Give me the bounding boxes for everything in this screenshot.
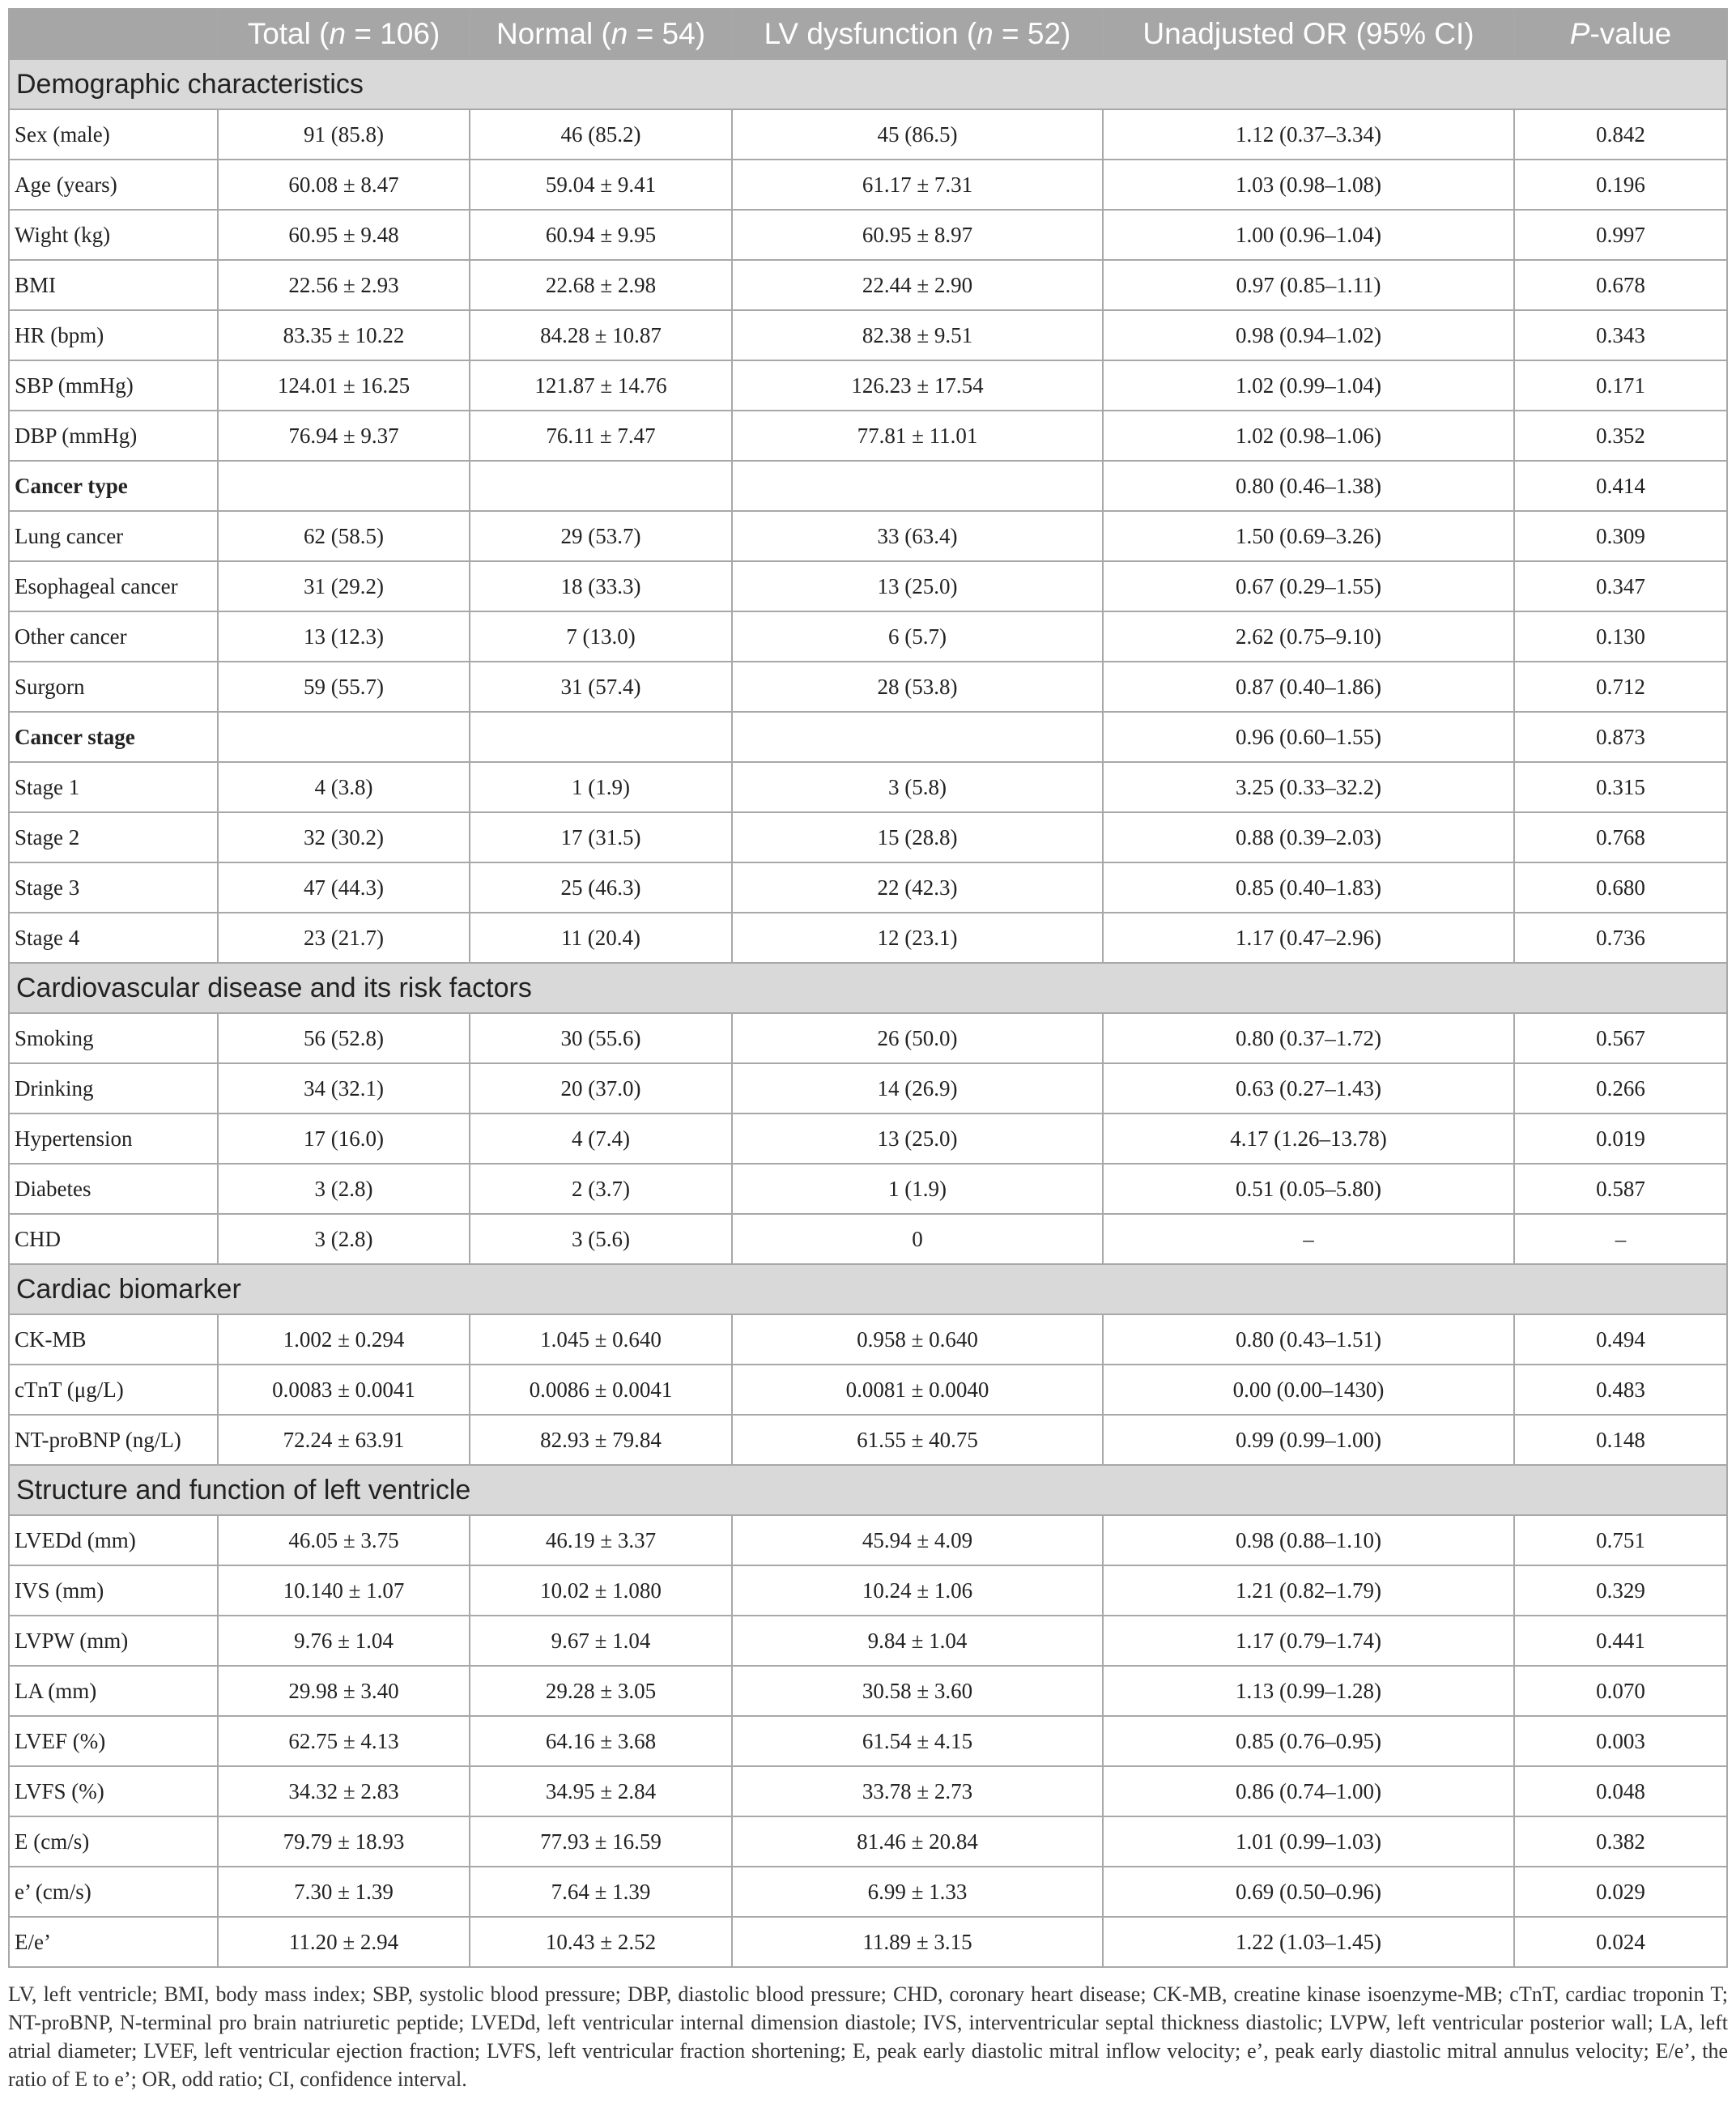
table-row <box>9 1867 1727 1917</box>
table-cell: 13 (25.0) <box>732 1113 1103 1164</box>
row-label: Cancer type <box>9 461 218 511</box>
table-cell: 4 (7.4) <box>470 1113 732 1164</box>
table-cell: 34.32 ± 2.83 <box>218 1766 470 1816</box>
table-cell: 25 (46.3) <box>470 862 732 913</box>
table-cell: 0.00 (0.00–1430) <box>1103 1365 1514 1415</box>
table-row <box>9 1365 1727 1415</box>
header-text-pre: LV dysfunction ( <box>764 17 977 50</box>
table-cell: 0.96 (0.60–1.55) <box>1103 712 1514 762</box>
header-row <box>9 9 1727 59</box>
row-label: DBP (mmHg) <box>9 411 218 461</box>
table-cell: 0.048 <box>1514 1766 1727 1816</box>
section-header-row <box>9 1465 1727 1515</box>
header-cell-2 <box>732 9 1103 59</box>
table-cell: 4 (3.8) <box>218 762 470 812</box>
table-cell: 34 (32.1) <box>218 1063 470 1113</box>
row-label: HR (bpm) <box>9 310 218 360</box>
row-label: BMI <box>9 260 218 310</box>
table-row <box>9 1766 1727 1816</box>
table-cell: 7.30 ± 1.39 <box>218 1867 470 1917</box>
table-cell: 9.76 ± 1.04 <box>218 1616 470 1666</box>
header-text-italic: n <box>329 17 347 50</box>
row-label: LA (mm) <box>9 1666 218 1716</box>
table-cell: 0.347 <box>1514 561 1727 611</box>
table-cell: 0.019 <box>1514 1113 1727 1164</box>
table-cell: 0.309 <box>1514 511 1727 561</box>
table-cell: 22 (42.3) <box>732 862 1103 913</box>
table-cell: 3 (5.8) <box>732 762 1103 812</box>
table-body <box>9 59 1727 1967</box>
table-cell: 0.97 (0.85–1.11) <box>1103 260 1514 310</box>
table-subheader-row <box>9 461 1727 511</box>
table-cell: 18 (33.3) <box>470 561 732 611</box>
table-cell: 79.79 ± 18.93 <box>218 1816 470 1867</box>
table-cell: 60.94 ± 9.95 <box>470 210 732 260</box>
table-cell: 81.46 ± 20.84 <box>732 1816 1103 1867</box>
table-cell: 10.02 ± 1.080 <box>470 1565 732 1616</box>
row-label: CK-MB <box>9 1314 218 1365</box>
table-row <box>9 1214 1727 1264</box>
table-cell: 0.171 <box>1514 360 1727 411</box>
table-subheader-row <box>9 712 1727 762</box>
table-cell: 45 (86.5) <box>732 109 1103 160</box>
table-cell: 0.80 (0.43–1.51) <box>1103 1314 1514 1365</box>
table-cell: 29.98 ± 3.40 <box>218 1666 470 1716</box>
table-cell: 1.01 (0.99–1.03) <box>1103 1816 1514 1867</box>
table-cell: 61.54 ± 4.15 <box>732 1716 1103 1766</box>
table-header <box>9 9 1727 59</box>
row-label: NT-proBNP (ng/L) <box>9 1415 218 1465</box>
table-cell: 0.768 <box>1514 812 1727 862</box>
table-cell: 9.84 ± 1.04 <box>732 1616 1103 1666</box>
row-label: Drinking <box>9 1063 218 1113</box>
row-label: Smoking <box>9 1013 218 1063</box>
table-cell: 30.58 ± 3.60 <box>732 1666 1103 1716</box>
row-label: Stage 4 <box>9 913 218 963</box>
table-row <box>9 160 1727 210</box>
table-cell: 77.81 ± 11.01 <box>732 411 1103 461</box>
table-cell: 46 (85.2) <box>470 109 732 160</box>
table-cell: 82.38 ± 9.51 <box>732 310 1103 360</box>
table-cell: 76.11 ± 7.47 <box>470 411 732 461</box>
table-cell: 1 (1.9) <box>732 1164 1103 1214</box>
table-row <box>9 411 1727 461</box>
header-text-italic: P <box>1569 17 1590 50</box>
table-cell: 1.21 (0.82–1.79) <box>1103 1565 1514 1616</box>
table-row <box>9 561 1727 611</box>
table-cell: 20 (37.0) <box>470 1063 732 1113</box>
table-row <box>9 913 1727 963</box>
table-cell: 17 (31.5) <box>470 812 732 862</box>
table-cell: 0.382 <box>1514 1816 1727 1867</box>
header-text-post: = 54) <box>628 17 706 50</box>
table-cell: 0.003 <box>1514 1716 1727 1766</box>
table-row <box>9 360 1727 411</box>
table-cell: 0.873 <box>1514 712 1727 762</box>
section-header-row <box>9 963 1727 1013</box>
row-label: Stage 1 <box>9 762 218 812</box>
table-cell: 0.87 (0.40–1.86) <box>1103 662 1514 712</box>
table-cell: 3.25 (0.33–32.2) <box>1103 762 1514 812</box>
row-label: Stage 2 <box>9 812 218 862</box>
section-header-row <box>9 59 1727 109</box>
table-cell: 62 (58.5) <box>218 511 470 561</box>
table-cell: 11.20 ± 2.94 <box>218 1917 470 1967</box>
table-cell: 47 (44.3) <box>218 862 470 913</box>
table-cell: 0.329 <box>1514 1565 1727 1616</box>
table-cell: 9.67 ± 1.04 <box>470 1616 732 1666</box>
table-cell <box>218 712 470 762</box>
table-cell: 0.736 <box>1514 913 1727 963</box>
table-cell: 31 (57.4) <box>470 662 732 712</box>
table-cell: 3 (2.8) <box>218 1164 470 1214</box>
table-cell: 29 (53.7) <box>470 511 732 561</box>
table-cell: 2.62 (0.75–9.10) <box>1103 611 1514 662</box>
table-cell: 0.712 <box>1514 662 1727 712</box>
table-cell <box>470 461 732 511</box>
row-label: Diabetes <box>9 1164 218 1214</box>
table-row <box>9 1113 1727 1164</box>
header-text-post: -value <box>1589 17 1672 50</box>
table-cell: 0.51 (0.05–5.80) <box>1103 1164 1514 1214</box>
table-cell: 76.94 ± 9.37 <box>218 411 470 461</box>
table-cell: 121.87 ± 14.76 <box>470 360 732 411</box>
table-cell: 0.352 <box>1514 411 1727 461</box>
table-cell: 59.04 ± 9.41 <box>470 160 732 210</box>
table-cell: 60.08 ± 8.47 <box>218 160 470 210</box>
table-cell: 0.63 (0.27–1.43) <box>1103 1063 1514 1113</box>
table-cell: 56 (52.8) <box>218 1013 470 1063</box>
table-cell: 83.35 ± 10.22 <box>218 310 470 360</box>
table-cell: 4.17 (1.26–13.78) <box>1103 1113 1514 1164</box>
table-cell <box>732 461 1103 511</box>
table-cell: 0.85 (0.40–1.83) <box>1103 862 1514 913</box>
table-row <box>9 1063 1727 1113</box>
row-label: Esophageal cancer <box>9 561 218 611</box>
table-cell: 1.03 (0.98–1.08) <box>1103 160 1514 210</box>
table-cell: 84.28 ± 10.87 <box>470 310 732 360</box>
table-cell: 91 (85.8) <box>218 109 470 160</box>
header-cell-0 <box>218 9 470 59</box>
table-row <box>9 210 1727 260</box>
table-cell <box>218 461 470 511</box>
table-cell: 59 (55.7) <box>218 662 470 712</box>
table-cell: 0.678 <box>1514 260 1727 310</box>
table-row <box>9 260 1727 310</box>
section-title: Structure and function of left ventricle <box>9 1465 1727 1515</box>
table-cell: 1.50 (0.69–3.26) <box>1103 511 1514 561</box>
table-cell: 10.43 ± 2.52 <box>470 1917 732 1967</box>
table-cell: 22.68 ± 2.98 <box>470 260 732 310</box>
table-cell: 0.751 <box>1514 1515 1727 1565</box>
table-cell: 72.24 ± 63.91 <box>218 1415 470 1465</box>
section-title: Cardiovascular disease and its risk factors <box>9 963 1727 1013</box>
table-row <box>9 1565 1727 1616</box>
table-row <box>9 862 1727 913</box>
table-cell: 23 (21.7) <box>218 913 470 963</box>
row-label: SBP (mmHg) <box>9 360 218 411</box>
table-cell: 34.95 ± 2.84 <box>470 1766 732 1816</box>
table-cell: 0.85 (0.76–0.95) <box>1103 1716 1514 1766</box>
table-cell: 61.17 ± 7.31 <box>732 160 1103 210</box>
table-cell: 0.029 <box>1514 1867 1727 1917</box>
table-cell: 33.78 ± 2.73 <box>732 1766 1103 1816</box>
section-title: Cardiac biomarker <box>9 1264 1727 1314</box>
table-cell: 1.00 (0.96–1.04) <box>1103 210 1514 260</box>
table-cell: 1.12 (0.37–3.34) <box>1103 109 1514 160</box>
table-cell: 64.16 ± 3.68 <box>470 1716 732 1766</box>
table-cell: 0.80 (0.46–1.38) <box>1103 461 1514 511</box>
table-cell: 0.266 <box>1514 1063 1727 1113</box>
row-label: IVS (mm) <box>9 1565 218 1616</box>
table-row <box>9 662 1727 712</box>
table-cell: 13 (12.3) <box>218 611 470 662</box>
table-cell: 0.196 <box>1514 160 1727 210</box>
row-label: Hypertension <box>9 1113 218 1164</box>
row-label: Age (years) <box>9 160 218 210</box>
table-cell: 1.002 ± 0.294 <box>218 1314 470 1365</box>
table-cell: 2 (3.7) <box>470 1164 732 1214</box>
table-cell: 1.13 (0.99–1.28) <box>1103 1666 1514 1716</box>
header-text-pre: Unadjusted OR (95% CI) <box>1142 17 1474 50</box>
table-row <box>9 1415 1727 1465</box>
row-label: Surgorn <box>9 662 218 712</box>
row-label: E/e’ <box>9 1917 218 1967</box>
row-label: LVFS (%) <box>9 1766 218 1816</box>
row-label: LVEDd (mm) <box>9 1515 218 1565</box>
table-cell: 0.483 <box>1514 1365 1727 1415</box>
table-row <box>9 1515 1727 1565</box>
header-text-post: = 106) <box>346 17 440 50</box>
table-cell: 0.80 (0.37–1.72) <box>1103 1013 1514 1063</box>
row-label: Other cancer <box>9 611 218 662</box>
table-footnote: LV, left ventricle; BMI, body mass index; SBP, systolic blood pressure; DBP, diastolic blood pressure; CHD, coronary heart disease; CK-MB, creatine kinase isoenzyme-MB; cTnT, cardiac troponin T; NT-proBNP, N-terminal pro brain natriuretic peptide; LVEDd, left ventricular internal dimension diastole; IVS, interventricular septal thickness diastolic; LVPW, left ventricular posterior wall; LA, left atrial diameter; LVEF, left ventricular ejection fraction; LVFS, left ventricular fraction shortening; E, peak early diastolic mitral inflow velocity; e’, peak early diastolic mitral annulus velocity; E/e’, the ratio of E to e’; OR, odd ratio; CI, confidence interval. <box>8 1982 1728 2091</box>
table-row <box>9 1314 1727 1365</box>
table-cell: 0.343 <box>1514 310 1727 360</box>
table-cell: 26 (50.0) <box>732 1013 1103 1063</box>
table-cell: 0.88 (0.39–2.03) <box>1103 812 1514 862</box>
table-cell: 11.89 ± 3.15 <box>732 1917 1103 1967</box>
table-cell: 31 (29.2) <box>218 561 470 611</box>
row-label: Lung cancer <box>9 511 218 561</box>
table-cell: 1 (1.9) <box>470 762 732 812</box>
table-cell: 3 (2.8) <box>218 1214 470 1264</box>
table-row <box>9 1917 1727 1967</box>
section-header-row <box>9 1264 1727 1314</box>
table-row <box>9 762 1727 812</box>
table-row <box>9 310 1727 360</box>
table-row <box>9 1816 1727 1867</box>
table-cell: 0.86 (0.74–1.00) <box>1103 1766 1514 1816</box>
row-label: e’ (cm/s) <box>9 1867 218 1917</box>
table-cell: 0 <box>732 1214 1103 1264</box>
table-cell: 46.19 ± 3.37 <box>470 1515 732 1565</box>
table-cell: 45.94 ± 4.09 <box>732 1515 1103 1565</box>
header-text-pre: Total ( <box>247 17 330 50</box>
table-cell: 0.0081 ± 0.0040 <box>732 1365 1103 1415</box>
table-row <box>9 109 1727 160</box>
table-cell: 0.99 (0.99–1.00) <box>1103 1415 1514 1465</box>
table-cell: 10.140 ± 1.07 <box>218 1565 470 1616</box>
row-label: LVEF (%) <box>9 1716 218 1766</box>
table-cell: 0.69 (0.50–0.96) <box>1103 1867 1514 1917</box>
table-cell: 14 (26.9) <box>732 1063 1103 1113</box>
table-cell: 22.44 ± 2.90 <box>732 260 1103 310</box>
row-label: E (cm/s) <box>9 1816 218 1867</box>
table-cell: 46.05 ± 3.75 <box>218 1515 470 1565</box>
table-cell: 1.02 (0.99–1.04) <box>1103 360 1514 411</box>
table-cell: 60.95 ± 8.97 <box>732 210 1103 260</box>
row-label: Sex (male) <box>9 109 218 160</box>
table-cell: 0.958 ± 0.640 <box>732 1314 1103 1365</box>
row-label: Wight (kg) <box>9 210 218 260</box>
table-cell: 0.997 <box>1514 210 1727 260</box>
table-cell: 13 (25.0) <box>732 561 1103 611</box>
header-text-post: = 52) <box>993 17 1071 50</box>
data-table-container <box>8 8 1726 1968</box>
table-cell: 0.67 (0.29–1.55) <box>1103 561 1514 611</box>
table-cell: 61.55 ± 40.75 <box>732 1415 1103 1465</box>
table-row <box>9 1716 1727 1766</box>
table-row <box>9 1164 1727 1214</box>
table-cell: 32 (30.2) <box>218 812 470 862</box>
row-label: LVPW (mm) <box>9 1616 218 1666</box>
baseline-characteristics-table <box>8 8 1728 1968</box>
header-cell-3 <box>1103 9 1514 59</box>
table-cell: 7 (13.0) <box>470 611 732 662</box>
table-cell: 0.587 <box>1514 1164 1727 1214</box>
table-cell: 6.99 ± 1.33 <box>732 1867 1103 1917</box>
table-cell: 1.045 ± 0.640 <box>470 1314 732 1365</box>
table-cell: 0.680 <box>1514 862 1727 913</box>
table-cell: – <box>1103 1214 1514 1264</box>
table-cell: 0.441 <box>1514 1616 1727 1666</box>
table-cell: 0.315 <box>1514 762 1727 812</box>
table-cell: 0.148 <box>1514 1415 1727 1465</box>
header-text-italic: n <box>976 17 994 50</box>
table-cell: 29.28 ± 3.05 <box>470 1666 732 1716</box>
table-cell: 124.01 ± 16.25 <box>218 360 470 411</box>
table-cell: 0.070 <box>1514 1666 1727 1716</box>
table-cell: 126.23 ± 17.54 <box>732 360 1103 411</box>
table-cell: 62.75 ± 4.13 <box>218 1716 470 1766</box>
table-cell: 0.0083 ± 0.0041 <box>218 1365 470 1415</box>
table-cell: 0.414 <box>1514 461 1727 511</box>
table-cell: 3 (5.6) <box>470 1214 732 1264</box>
row-label: Cancer stage <box>9 712 218 762</box>
section-title: Demographic characteristics <box>9 59 1727 109</box>
table-cell: 0.842 <box>1514 109 1727 160</box>
table-cell: 0.024 <box>1514 1917 1727 1967</box>
table-cell: 15 (28.8) <box>732 812 1103 862</box>
table-cell: 82.93 ± 79.84 <box>470 1415 732 1465</box>
header-text-pre: Normal ( <box>496 17 611 50</box>
table-row <box>9 1013 1727 1063</box>
table-cell: 28 (53.8) <box>732 662 1103 712</box>
table-row <box>9 812 1727 862</box>
table-cell: 77.93 ± 16.59 <box>470 1816 732 1867</box>
header-cell-empty <box>9 9 218 59</box>
table-cell: 0.130 <box>1514 611 1727 662</box>
table-cell: 7.64 ± 1.39 <box>470 1867 732 1917</box>
table-cell: 0.494 <box>1514 1314 1727 1365</box>
table-cell: 0.567 <box>1514 1013 1727 1063</box>
table-cell: 1.22 (1.03–1.45) <box>1103 1917 1514 1967</box>
table-cell: 12 (23.1) <box>732 913 1103 963</box>
row-label: CHD <box>9 1214 218 1264</box>
table-cell <box>732 712 1103 762</box>
table-cell: 17 (16.0) <box>218 1113 470 1164</box>
table-cell: 0.0086 ± 0.0041 <box>470 1365 732 1415</box>
row-label: cTnT (μg/L) <box>9 1365 218 1415</box>
table-cell: 33 (63.4) <box>732 511 1103 561</box>
table-row <box>9 511 1727 561</box>
table-cell: 60.95 ± 9.48 <box>218 210 470 260</box>
header-cell-1 <box>470 9 732 59</box>
table-cell: – <box>1514 1214 1727 1264</box>
table-row <box>9 1666 1727 1716</box>
table-cell: 22.56 ± 2.93 <box>218 260 470 310</box>
table-cell: 10.24 ± 1.06 <box>732 1565 1103 1616</box>
table-cell: 1.17 (0.79–1.74) <box>1103 1616 1514 1666</box>
table-cell: 1.17 (0.47–2.96) <box>1103 913 1514 963</box>
table-cell: 6 (5.7) <box>732 611 1103 662</box>
header-cell-4 <box>1514 9 1727 59</box>
table-cell: 0.98 (0.94–1.02) <box>1103 310 1514 360</box>
table-row <box>9 1616 1727 1666</box>
table-cell: 11 (20.4) <box>470 913 732 963</box>
header-text-italic: n <box>611 17 628 50</box>
row-label: Stage 3 <box>9 862 218 913</box>
table-cell <box>470 712 732 762</box>
table-cell: 1.02 (0.98–1.06) <box>1103 411 1514 461</box>
table-cell: 0.98 (0.88–1.10) <box>1103 1515 1514 1565</box>
table-row <box>9 611 1727 662</box>
table-cell: 30 (55.6) <box>470 1013 732 1063</box>
